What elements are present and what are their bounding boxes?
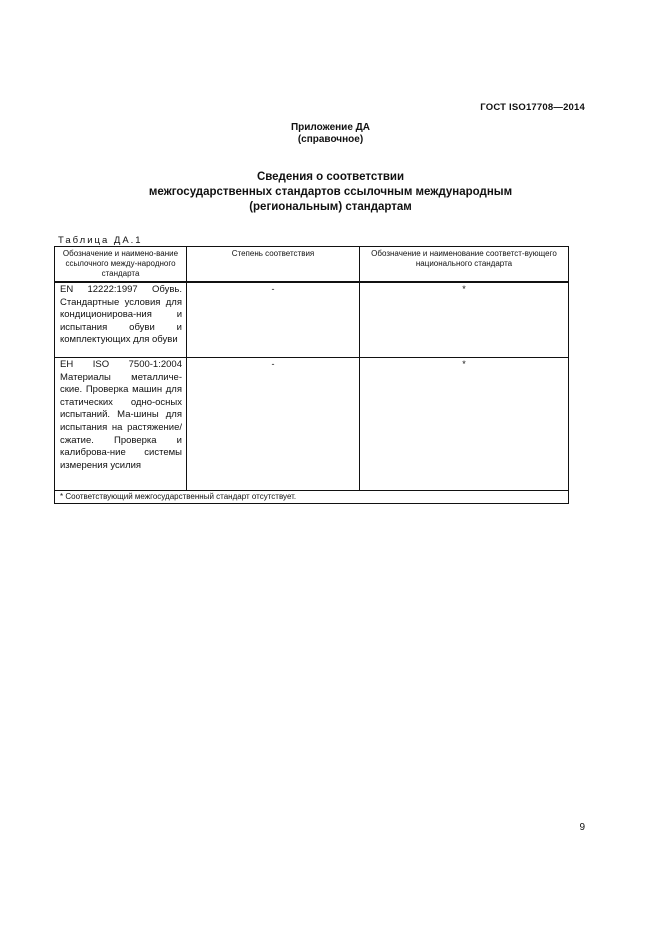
section-title-line-1: Сведения о соответствии [256, 171, 405, 183]
cell-national-standard: * [360, 358, 569, 491]
annex-title: Приложение ДА [290, 122, 371, 133]
section-title-line-2: межгосударственных стандартов ссылочным международным [148, 186, 513, 198]
cell-national-standard: * [360, 282, 569, 358]
table-row [55, 282, 569, 358]
section-title-line-3: (региональным) стандартам [249, 201, 412, 213]
header-degree-of-correspondence: Степень соответствия [187, 247, 360, 283]
table-caption: Таблица ДА.1 [58, 235, 143, 246]
page-number: 9 [579, 822, 585, 833]
section-title [0, 170, 661, 215]
cell-degree-of-correspondence: - [187, 282, 360, 358]
table-header-row [55, 247, 569, 283]
header-national-standard: Обозначение и наименование соответст-вующего национального стандарта [360, 247, 569, 283]
table-footnote: * Соответствующий межгосударственный стандарт отсутствует. [55, 491, 569, 504]
cell-degree-of-correspondence: - [187, 358, 360, 491]
annex-heading [0, 122, 661, 146]
table-row [55, 358, 569, 491]
cell-reference-standard: EH ISO 7500-1:2004 Материалы металличе-ские. Проверка машин для статических одно-осных испытаний. Ма-шины для испытания на растяжение/сжатие. Проверка и калиброва-ние системы измерения усилия [55, 358, 187, 491]
header-reference-standard: Обозначение и наимено-вание ссылочного между-народного стандарта [55, 247, 187, 283]
correspondence-table [54, 246, 569, 504]
annex-subtitle: (справочное) [297, 134, 364, 145]
cell-reference-standard: EN 12222:1997 Обувь. Стандартные условия для кондиционирова-ния и испытания обуви и комплектующих для обуви [55, 282, 187, 358]
table-footnote-row [55, 491, 569, 504]
document-code: ГОСТ ISO17708—2014 [480, 102, 585, 113]
